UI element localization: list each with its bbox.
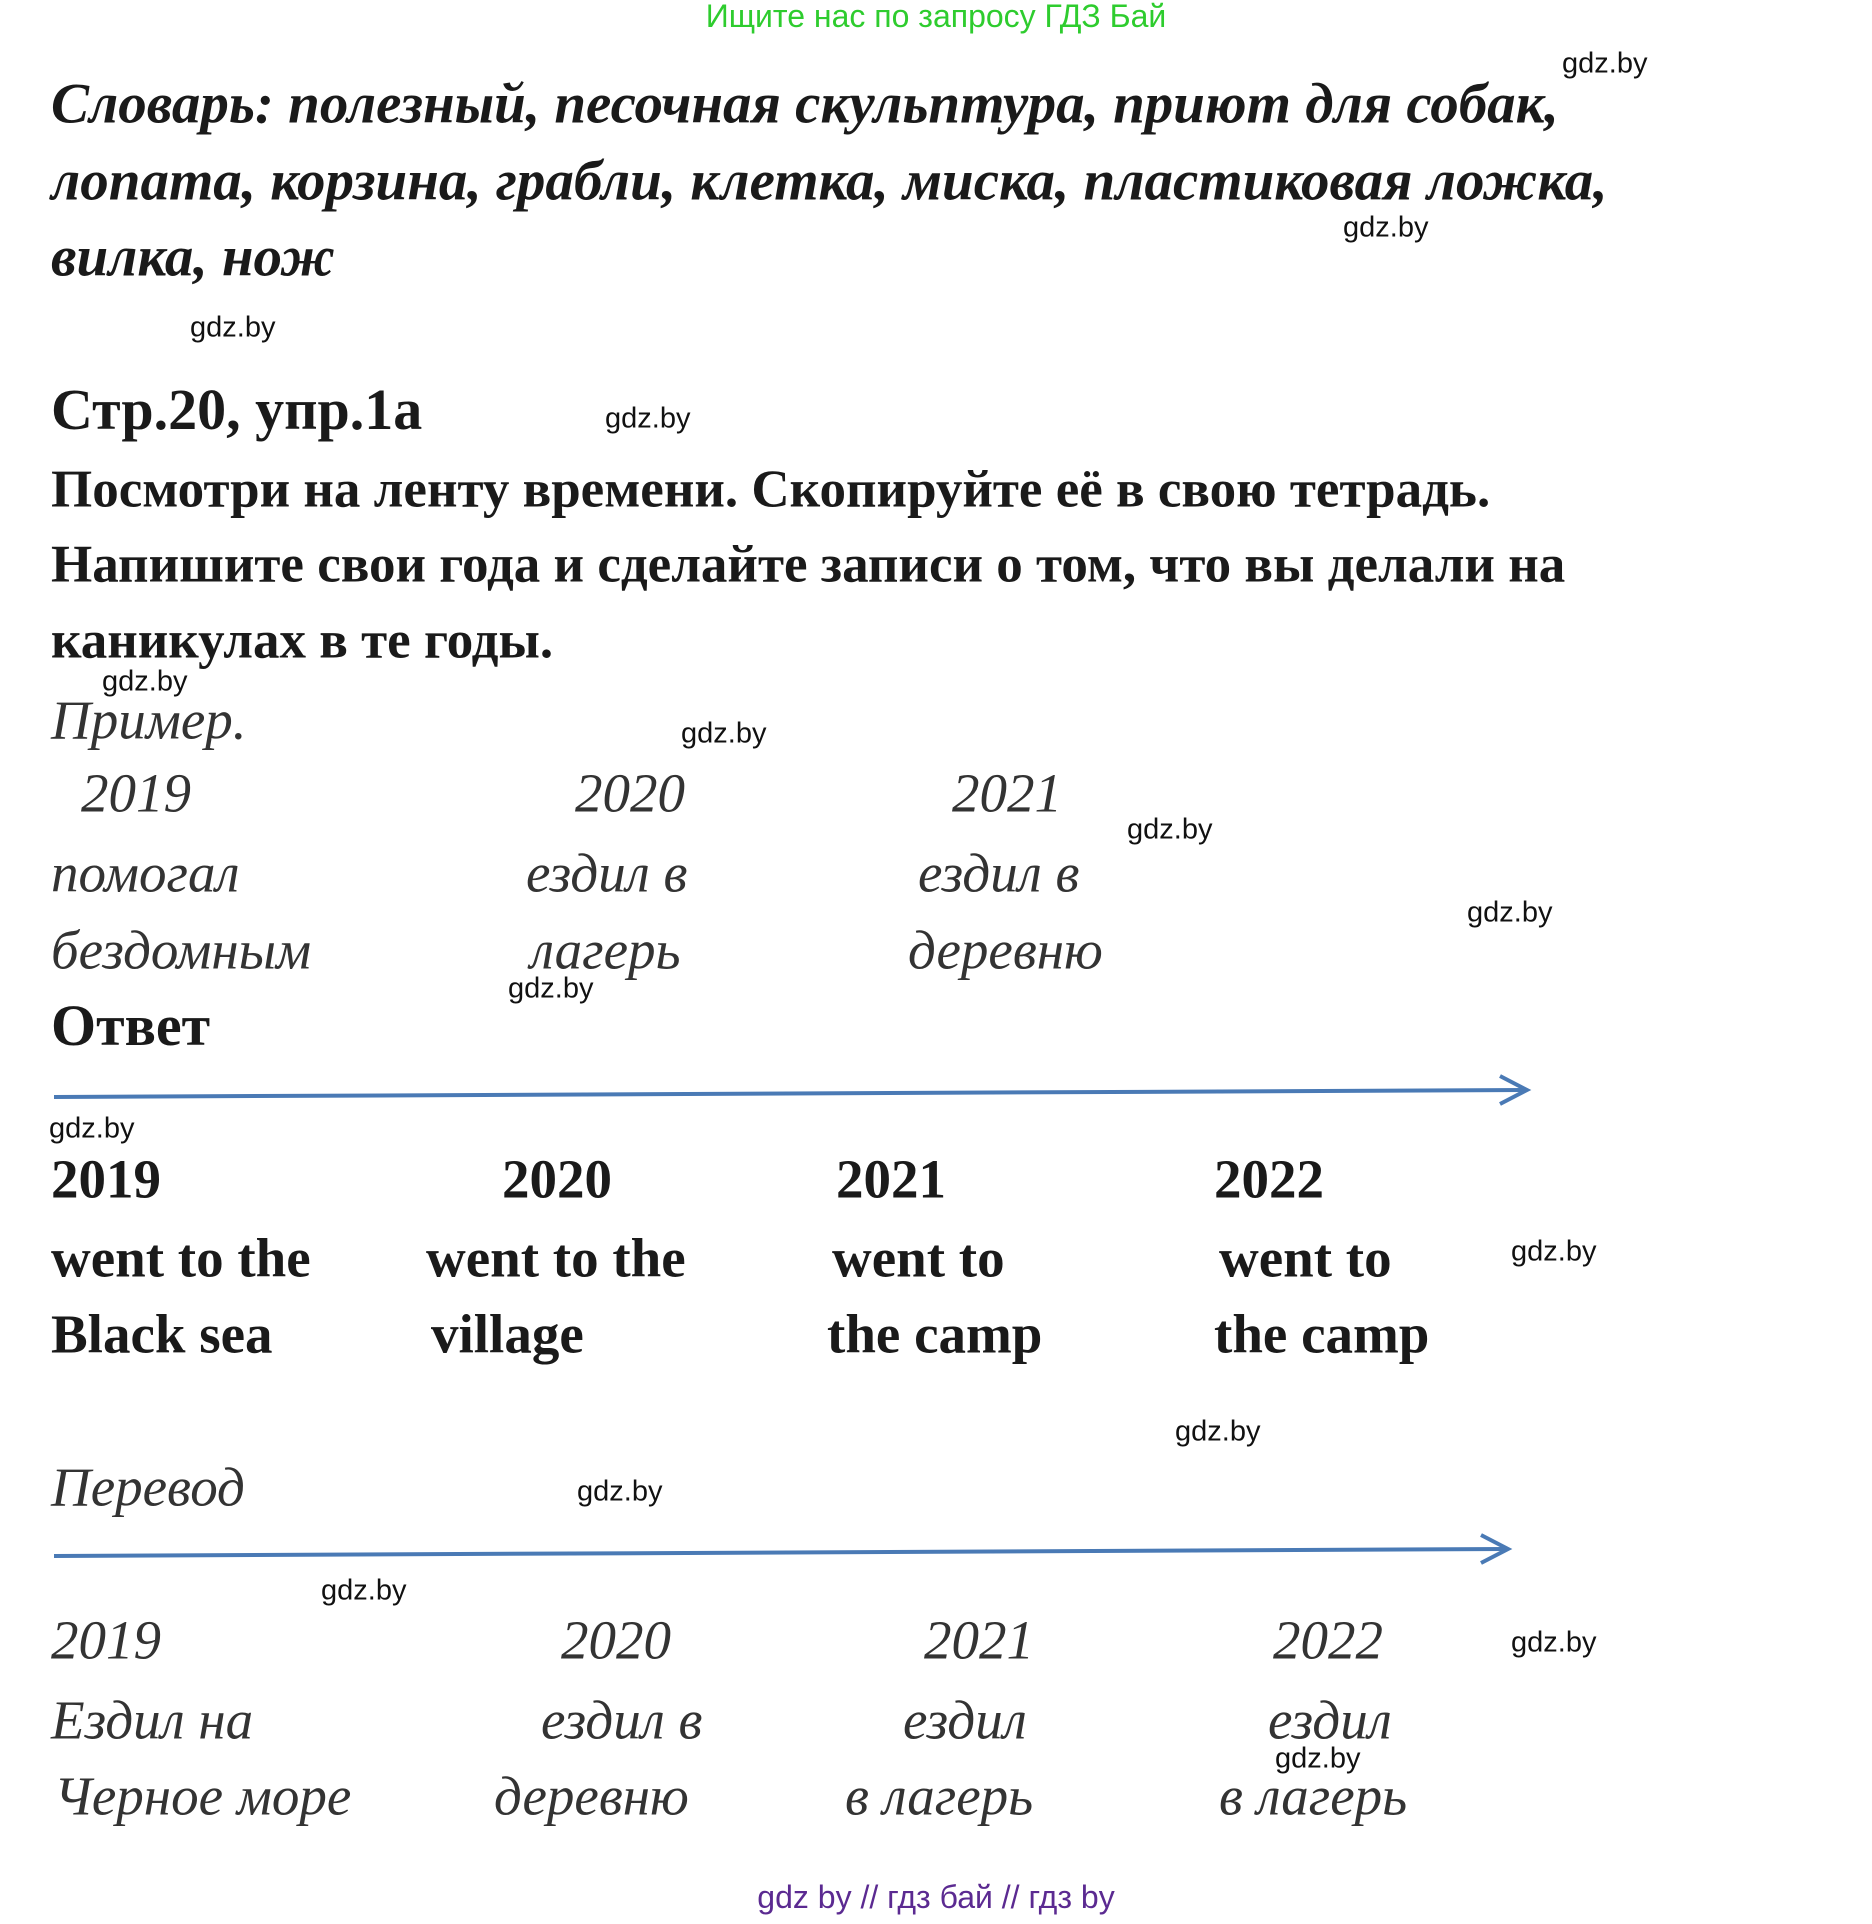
translation-entry: в лагерь [1219,1765,1408,1827]
translation-year: 2021 [924,1609,1034,1671]
vocabulary-line: лопата, корзина, грабли, клетка, миска, пластиковая ложка, [51,149,1608,213]
instruction-line: Посмотри на ленту времени. Скопируйте её в свою тетрадь. [51,460,1491,519]
watermark: gdz.by [1511,1235,1597,1268]
answer-entry: village [431,1303,584,1365]
watermark: gdz.by [1467,896,1553,929]
example-entry: помогал [51,842,240,904]
watermark: gdz.by [577,1475,663,1508]
watermark: gdz.by [1511,1626,1597,1659]
watermark: gdz.by [681,717,767,750]
answer-entry: went to [1219,1227,1392,1289]
answer-year: 2022 [1214,1148,1324,1210]
translation-entry: Ездил на [51,1689,254,1751]
watermark: gdz.by [49,1112,135,1145]
translation-timeline-arrow [54,1535,1508,1563]
translation-year: 2019 [51,1609,161,1671]
example-year: 2021 [952,762,1062,824]
translation-label: Перевод [51,1456,245,1518]
answer-entry: went to the [426,1227,686,1289]
watermark: gdz.by [190,311,276,344]
answer-entry: the camp [827,1303,1043,1365]
answer-entry: the camp [1214,1303,1430,1365]
answer-label: Ответ [51,993,211,1058]
vocabulary-line: вилка, нож [51,225,335,289]
answer-entry: Black sea [51,1303,273,1365]
example-entry: лагерь [530,919,681,981]
example-entry: ездил в [526,842,688,904]
translation-entry: ездил [1268,1689,1392,1751]
translation-entry: Черное море [54,1765,352,1827]
watermark: gdz.by [321,1574,407,1607]
watermark: gdz.by [1127,813,1213,846]
example-entry: бездомным [51,919,312,981]
translation-year: 2020 [561,1609,671,1671]
watermark: gdz.by [1343,211,1429,244]
watermark: gdz.by [508,972,594,1005]
translation-entry: в лагерь [845,1765,1034,1827]
answer-entry: went to the [51,1227,311,1289]
watermark: gdz.by [605,402,691,435]
answer-timeline-arrow [54,1076,1527,1104]
answer-entry: went to [832,1227,1005,1289]
answer-year: 2021 [836,1148,946,1210]
example-entry: деревню [908,919,1103,981]
example-label: Пример. [51,689,247,751]
watermark: gdz.by [1562,47,1648,80]
exercise-title: Стр.20, упр.1а [51,377,423,442]
answer-year: 2019 [51,1148,161,1210]
example-year: 2020 [575,762,685,824]
translation-entry: деревню [494,1765,689,1827]
watermark: gdz.by [1275,1742,1361,1775]
vocabulary-line: Словарь: полезный, песочная скульптура, приют для собак, [51,72,1559,136]
translation-entry: ездил [903,1689,1027,1751]
translation-entry: ездил в [541,1689,703,1751]
watermark: gdz.by [1175,1415,1261,1448]
example-year: 2019 [81,762,191,824]
translation-year: 2022 [1273,1609,1383,1671]
instruction-line: Напишите свои года и сделайте записи о том, что вы делали на [51,535,1566,594]
answer-year: 2020 [502,1148,612,1210]
instruction-line: каникулах в те годы. [51,611,554,670]
watermark: gdz.by [102,665,188,698]
search-banner: Ищите нас по запросу ГДЗ Бай [705,0,1167,34]
example-entry: ездил в [918,842,1080,904]
footer-links: gdz by // гдз бай // гдз by [757,1879,1115,1915]
